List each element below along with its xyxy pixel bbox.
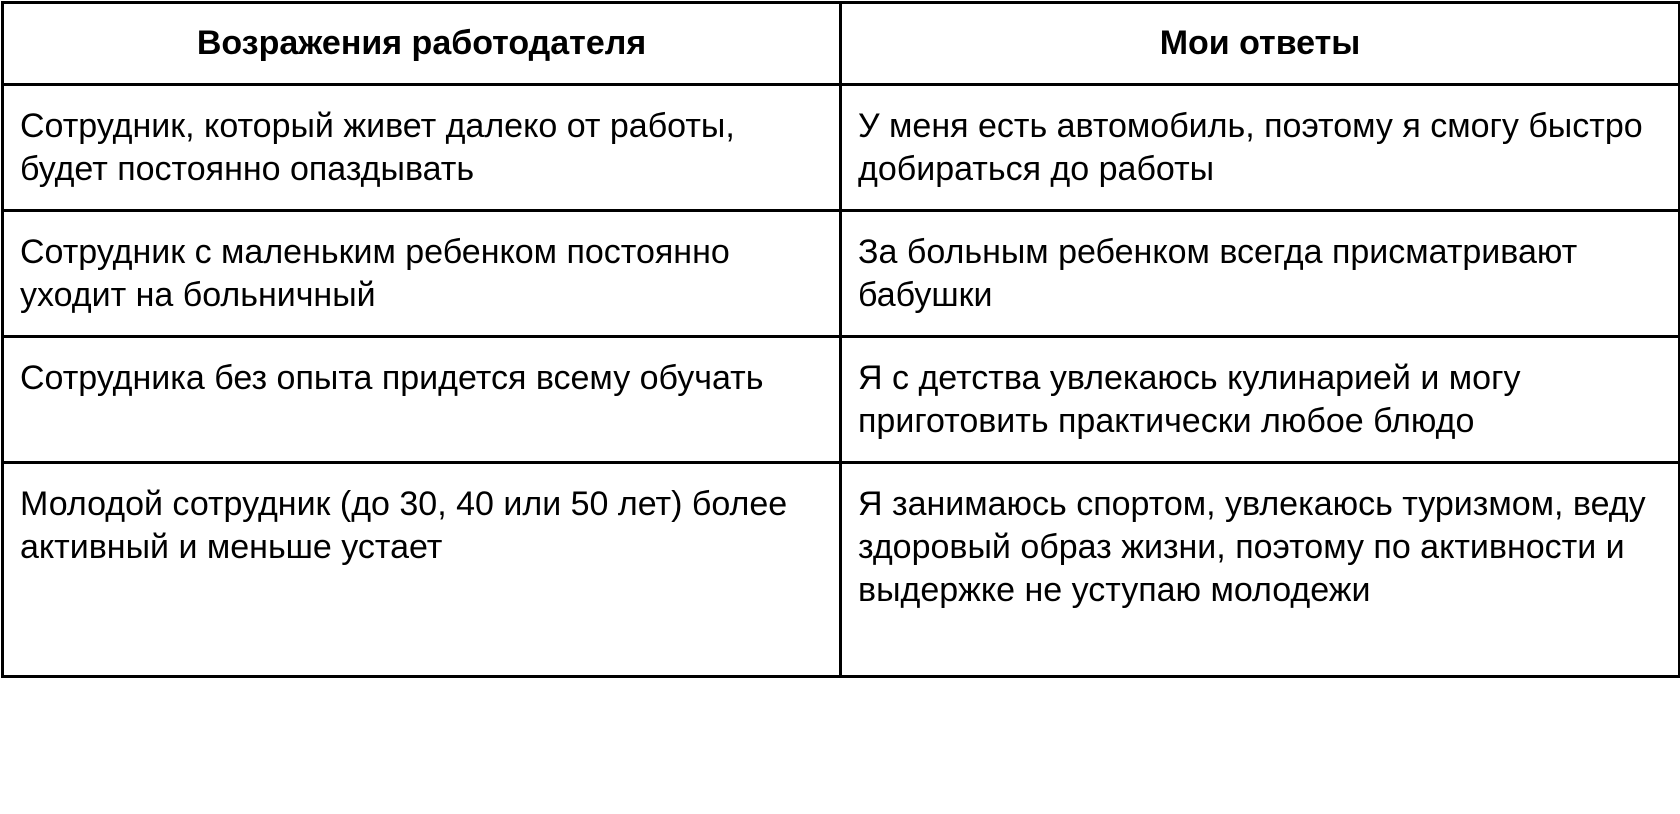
- answer-cell: Я занимаюсь спортом, увлекаюсь туризмом, веду здоровый образ жизни, поэтому по активности и выдержке не уступаю молодежи: [841, 463, 1680, 677]
- objection-cell: Молодой сотрудник (до 30, 40 или 50 лет) более активный и меньше устает: [3, 463, 841, 677]
- objections-table: [1, 1, 1680, 678]
- header-row: [3, 3, 1680, 85]
- objection-cell: Сотрудник, который живет далеко от работы, будет постоянно опаздывать: [3, 85, 841, 211]
- answer-cell: У меня есть автомобиль, поэтому я смогу быстро добираться до работы: [841, 85, 1680, 211]
- table-row: [3, 85, 1680, 211]
- answer-cell: За больным ребенком всегда присматривают бабушки: [841, 211, 1680, 337]
- header-objections: Возражения работодателя: [3, 3, 841, 85]
- table-row: [3, 337, 1680, 463]
- answer-cell: Я с детства увлекаюсь кулинарией и могу приготовить практически любое блюдо: [841, 337, 1680, 463]
- table-row: [3, 211, 1680, 337]
- objection-cell: Сотрудник с маленьким ребенком постоянно уходит на больничный: [3, 211, 841, 337]
- table-row: [3, 463, 1680, 677]
- objection-cell: Сотрудника без опыта придется всему обучать: [3, 337, 841, 463]
- header-answers: Мои ответы: [841, 3, 1680, 85]
